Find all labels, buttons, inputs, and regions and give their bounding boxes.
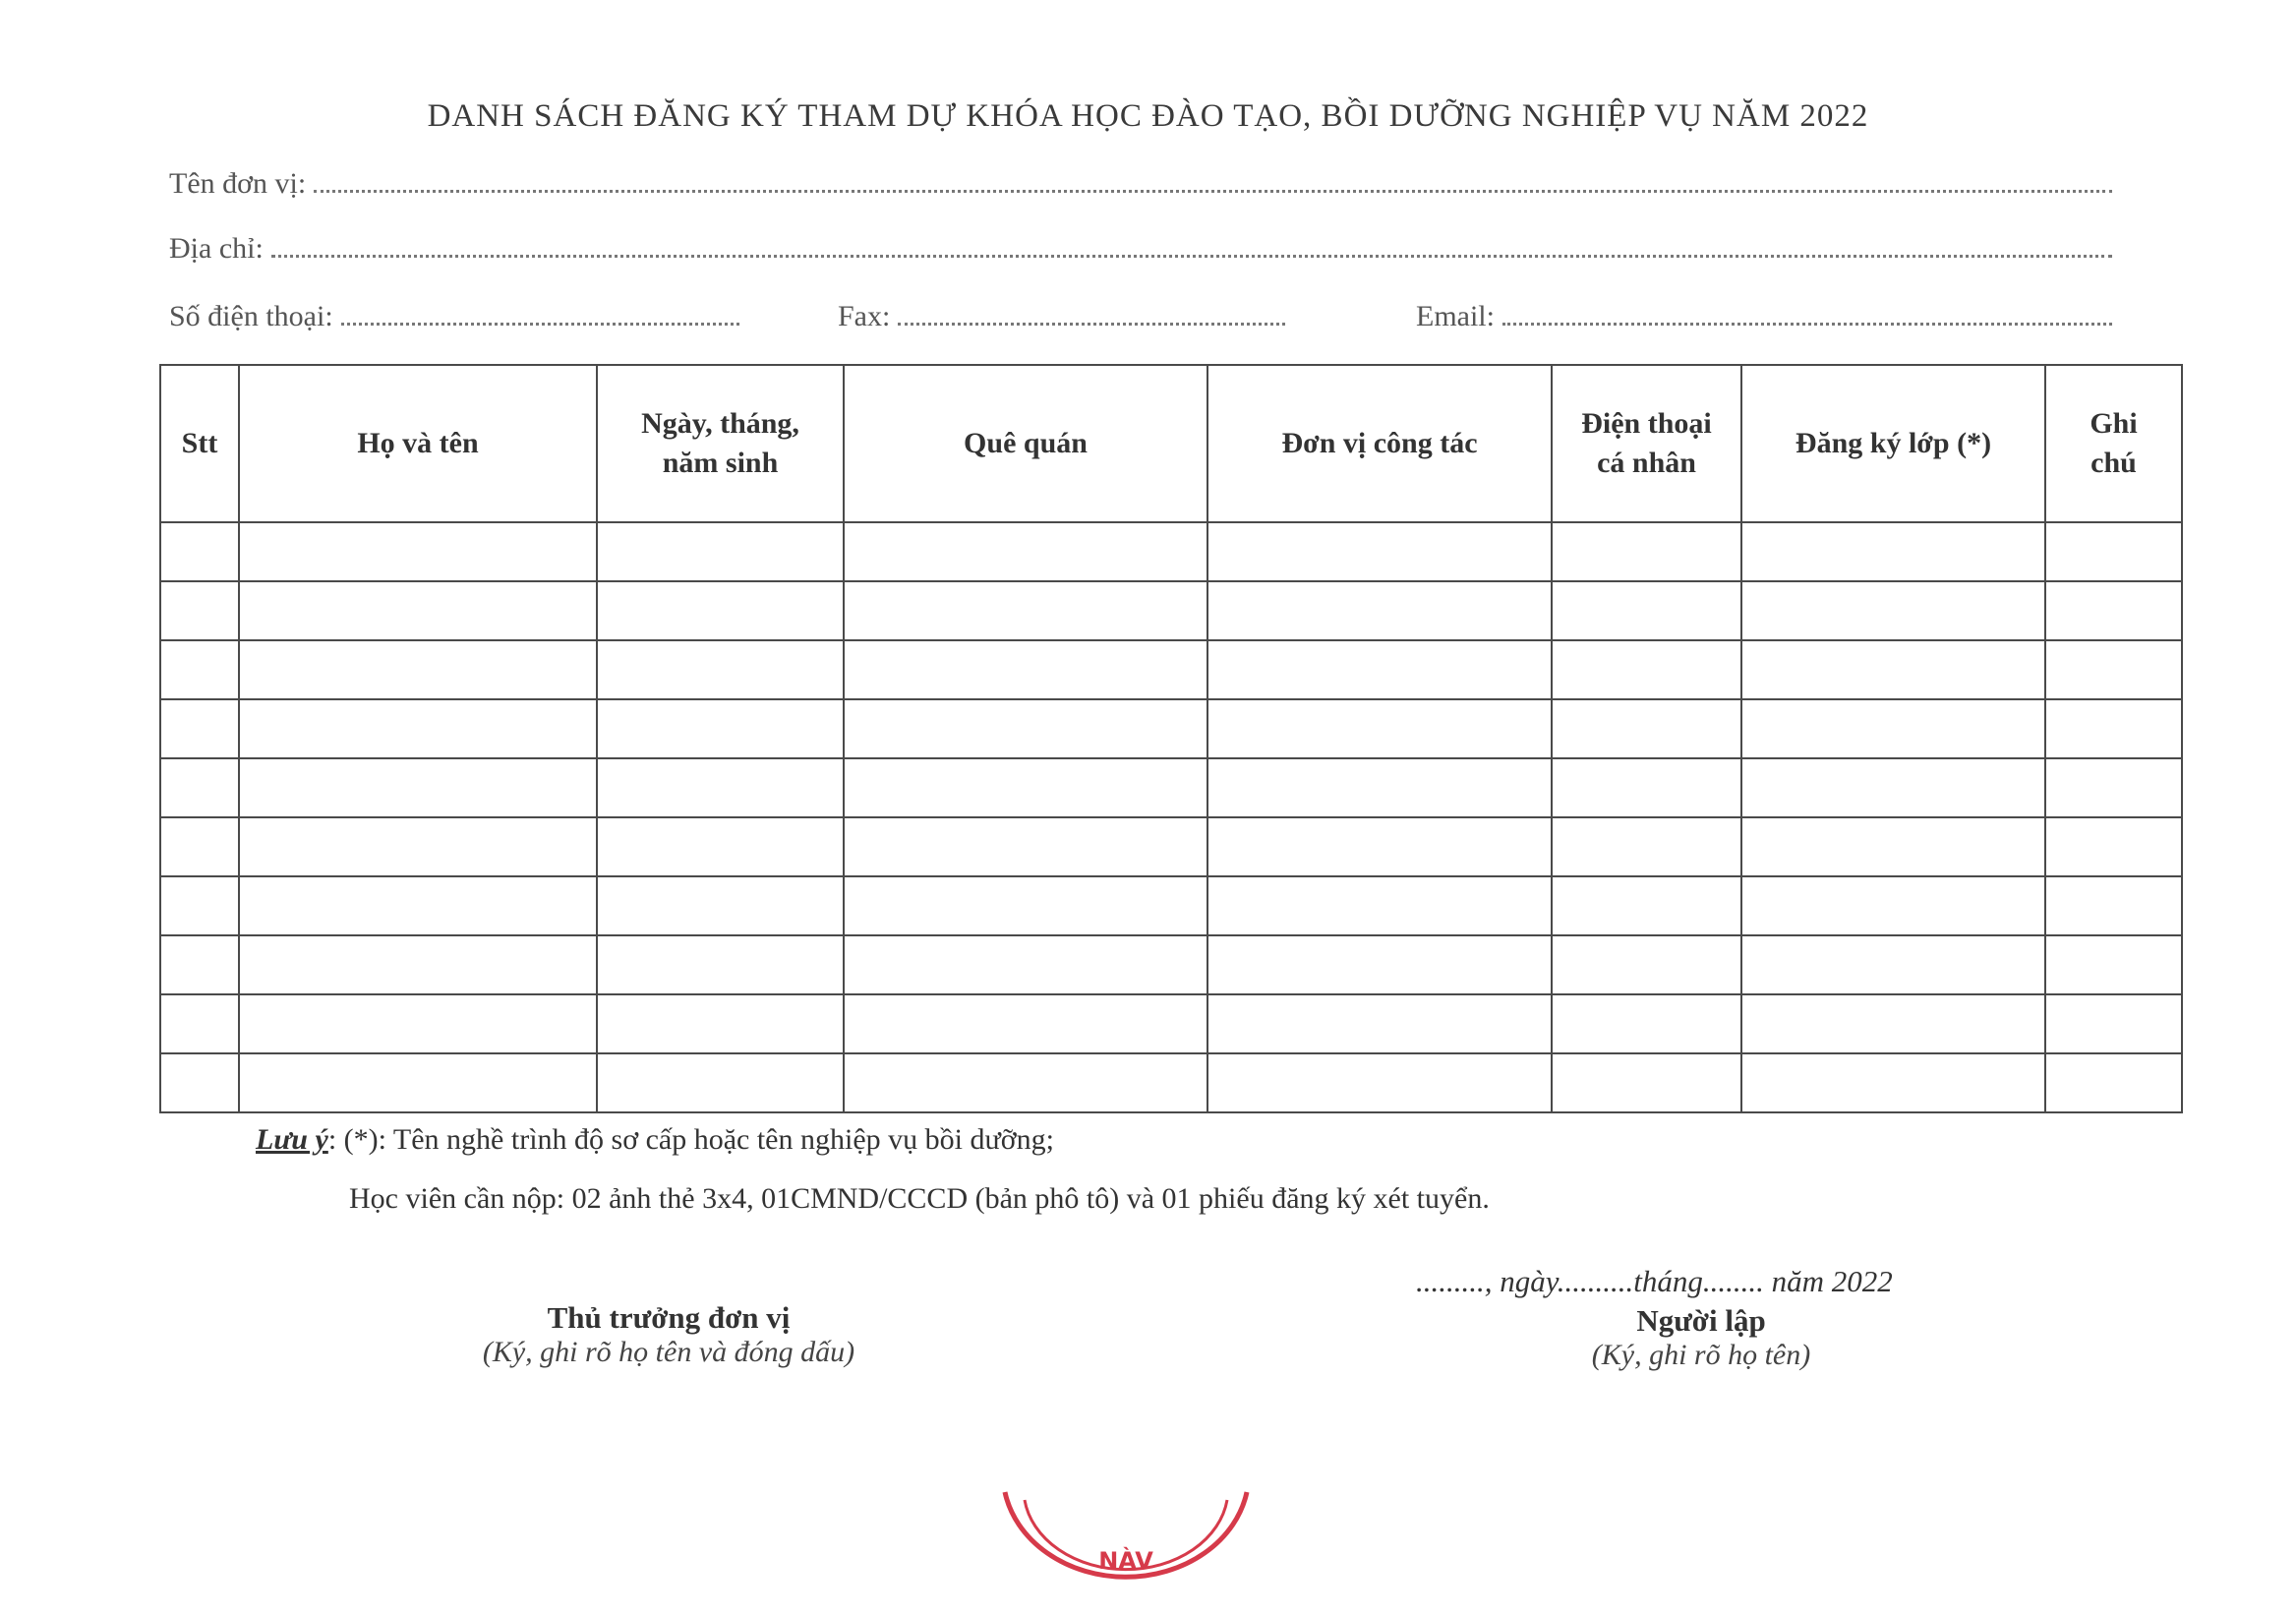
address-field [169,232,2112,266]
table-cell[interactable] [160,758,239,817]
header-workplace: Đơn vị công tác [1207,365,1552,522]
table-row [160,581,2182,640]
table-cell[interactable] [1741,640,2045,699]
table-cell[interactable] [597,994,844,1053]
table-cell[interactable] [1207,522,1552,581]
table-header-row [160,365,2182,522]
table-cell[interactable] [1207,581,1552,640]
table-cell[interactable] [1552,581,1741,640]
table-cell[interactable] [1207,758,1552,817]
address-label: Địa chỉ: [169,232,264,265]
table-cell[interactable] [1207,935,1552,994]
table-cell[interactable] [844,876,1207,935]
left-signature-block [413,1300,924,1369]
table-cell[interactable] [597,581,844,640]
table-cell[interactable] [239,1053,597,1112]
table-cell[interactable] [239,699,597,758]
right-signature-block [1445,1303,1957,1372]
table-cell[interactable] [1741,522,2045,581]
table-cell[interactable] [2045,522,2182,581]
phone-blank[interactable] [341,322,739,326]
header-dob: Ngày, tháng, năm sinh [597,365,844,522]
table-cell[interactable] [160,640,239,699]
table-cell[interactable] [1741,935,2045,994]
email-blank[interactable] [1502,322,2112,326]
email-label: Email: [1416,300,1495,332]
table-row [160,1053,2182,1112]
table-cell[interactable] [1741,817,2045,876]
table-cell[interactable] [1552,640,1741,699]
table-cell[interactable] [597,817,844,876]
table-cell[interactable] [160,817,239,876]
table-cell[interactable] [239,581,597,640]
table-row [160,876,2182,935]
note-label: Lưu ý [256,1123,328,1156]
table-cell[interactable] [160,994,239,1053]
phone-label: Số điện thoại: [169,300,333,332]
table-cell[interactable] [2045,876,2182,935]
table-cell[interactable] [844,640,1207,699]
table-cell[interactable] [160,699,239,758]
table-cell[interactable] [844,1053,1207,1112]
header-note: Ghi chú [2045,365,2182,522]
table-cell[interactable] [2045,994,2182,1053]
table-row [160,699,2182,758]
table-cell[interactable] [2045,817,2182,876]
table-row [160,994,2182,1053]
table-cell[interactable] [239,817,597,876]
table-cell[interactable] [844,581,1207,640]
table-cell[interactable] [1552,1053,1741,1112]
table-cell[interactable] [1741,581,2045,640]
table-cell[interactable] [1552,699,1741,758]
table-cell[interactable] [1207,1053,1552,1112]
table-cell[interactable] [1741,994,2045,1053]
header-stt: Stt [160,365,239,522]
table-cell[interactable] [239,522,597,581]
table-cell[interactable] [160,1053,239,1112]
table-cell[interactable] [597,640,844,699]
table-cell[interactable] [2045,640,2182,699]
table-row [160,935,2182,994]
note-text-1: : (*): Tên nghề trình độ sơ cấp hoặc tên nghiệp vụ bồi dưỡng; [327,1123,1054,1156]
fax-field [838,300,1285,333]
table-cell[interactable] [2045,1053,2182,1112]
official-stamp-partial [993,1470,1259,1608]
email-field [1416,300,2112,333]
header-class: Đăng ký lớp (*) [1741,365,2045,522]
table-cell[interactable] [160,581,239,640]
table-cell[interactable] [597,1053,844,1112]
unit-name-label: Tên đơn vị: [169,167,307,200]
header-hometown: Quê quán [844,365,1207,522]
table-cell[interactable] [2045,935,2182,994]
table-cell[interactable] [1207,640,1552,699]
phone-field [169,300,739,333]
note-line-2: Học viên cần nộp: 02 ảnh thẻ 3x4, 01CMND/CCCD (bản phô tô) và 01 phiếu đăng ký xét tuyển. [349,1182,1490,1215]
table-cell[interactable] [844,935,1207,994]
table-cell[interactable] [239,994,597,1053]
table-body [160,522,2182,1112]
right-signature-hint: (Ký, ghi rõ họ tên) [1591,1339,1811,1371]
left-signature-hint: (Ký, ghi rõ họ tên và đóng dấu) [482,1336,855,1368]
table-cell[interactable] [597,758,844,817]
note-line-1 [256,1123,1054,1157]
table-cell[interactable] [1552,876,1741,935]
table-cell[interactable] [597,522,844,581]
right-signature-role: Người lập [1636,1303,1766,1338]
table-cell[interactable] [160,935,239,994]
table-cell[interactable] [597,876,844,935]
table-cell[interactable] [1741,699,2045,758]
table-cell[interactable] [1207,876,1552,935]
table-cell[interactable] [160,522,239,581]
table-cell[interactable] [844,758,1207,817]
table-cell[interactable] [1207,817,1552,876]
registration-table [159,364,2183,1113]
table-cell[interactable] [239,935,597,994]
table-cell[interactable] [1207,699,1552,758]
table-cell[interactable] [239,640,597,699]
table-row [160,817,2182,876]
table-row [160,522,2182,581]
table-cell[interactable] [239,876,597,935]
table-cell[interactable] [239,758,597,817]
unit-name-field [169,167,2112,201]
table-cell[interactable] [844,994,1207,1053]
table-cell[interactable] [1741,758,2045,817]
address-blank[interactable] [271,254,2112,258]
table-cell[interactable] [1552,994,1741,1053]
header-personal-phone: Điện thoại cá nhân [1552,365,1741,522]
table-cell[interactable] [844,522,1207,581]
fax-label: Fax: [838,300,891,332]
table-cell[interactable] [2045,581,2182,640]
table-cell[interactable] [597,935,844,994]
header-name: Họ và tên [239,365,597,522]
table-cell[interactable] [844,699,1207,758]
table-cell[interactable] [1741,1053,2045,1112]
left-signature-role: Thủ trưởng đơn vị [547,1300,791,1335]
table-row [160,640,2182,699]
table-row [160,758,2182,817]
table-cell[interactable] [1552,758,1741,817]
table-cell[interactable] [597,699,844,758]
document-title: DANH SÁCH ĐĂNG KÝ THAM DỰ KHÓA HỌC ĐÀO TẠO, BỒI DƯỠNG NGHIỆP VỤ NĂM 2022 [427,98,1869,134]
stamp-text: NÀV [1098,1547,1153,1575]
table-cell[interactable] [1552,817,1741,876]
table-cell[interactable] [2045,758,2182,817]
table-cell[interactable] [1552,522,1741,581]
fax-blank[interactable] [898,322,1285,326]
date-line: ........., ngày..........tháng........ năm 2022 [1416,1264,1893,1298]
table-cell[interactable] [1741,876,2045,935]
table-cell[interactable] [2045,699,2182,758]
table-cell[interactable] [1207,994,1552,1053]
table-cell[interactable] [160,876,239,935]
table-cell[interactable] [844,817,1207,876]
table-cell[interactable] [1552,935,1741,994]
unit-name-blank[interactable] [314,189,2112,193]
